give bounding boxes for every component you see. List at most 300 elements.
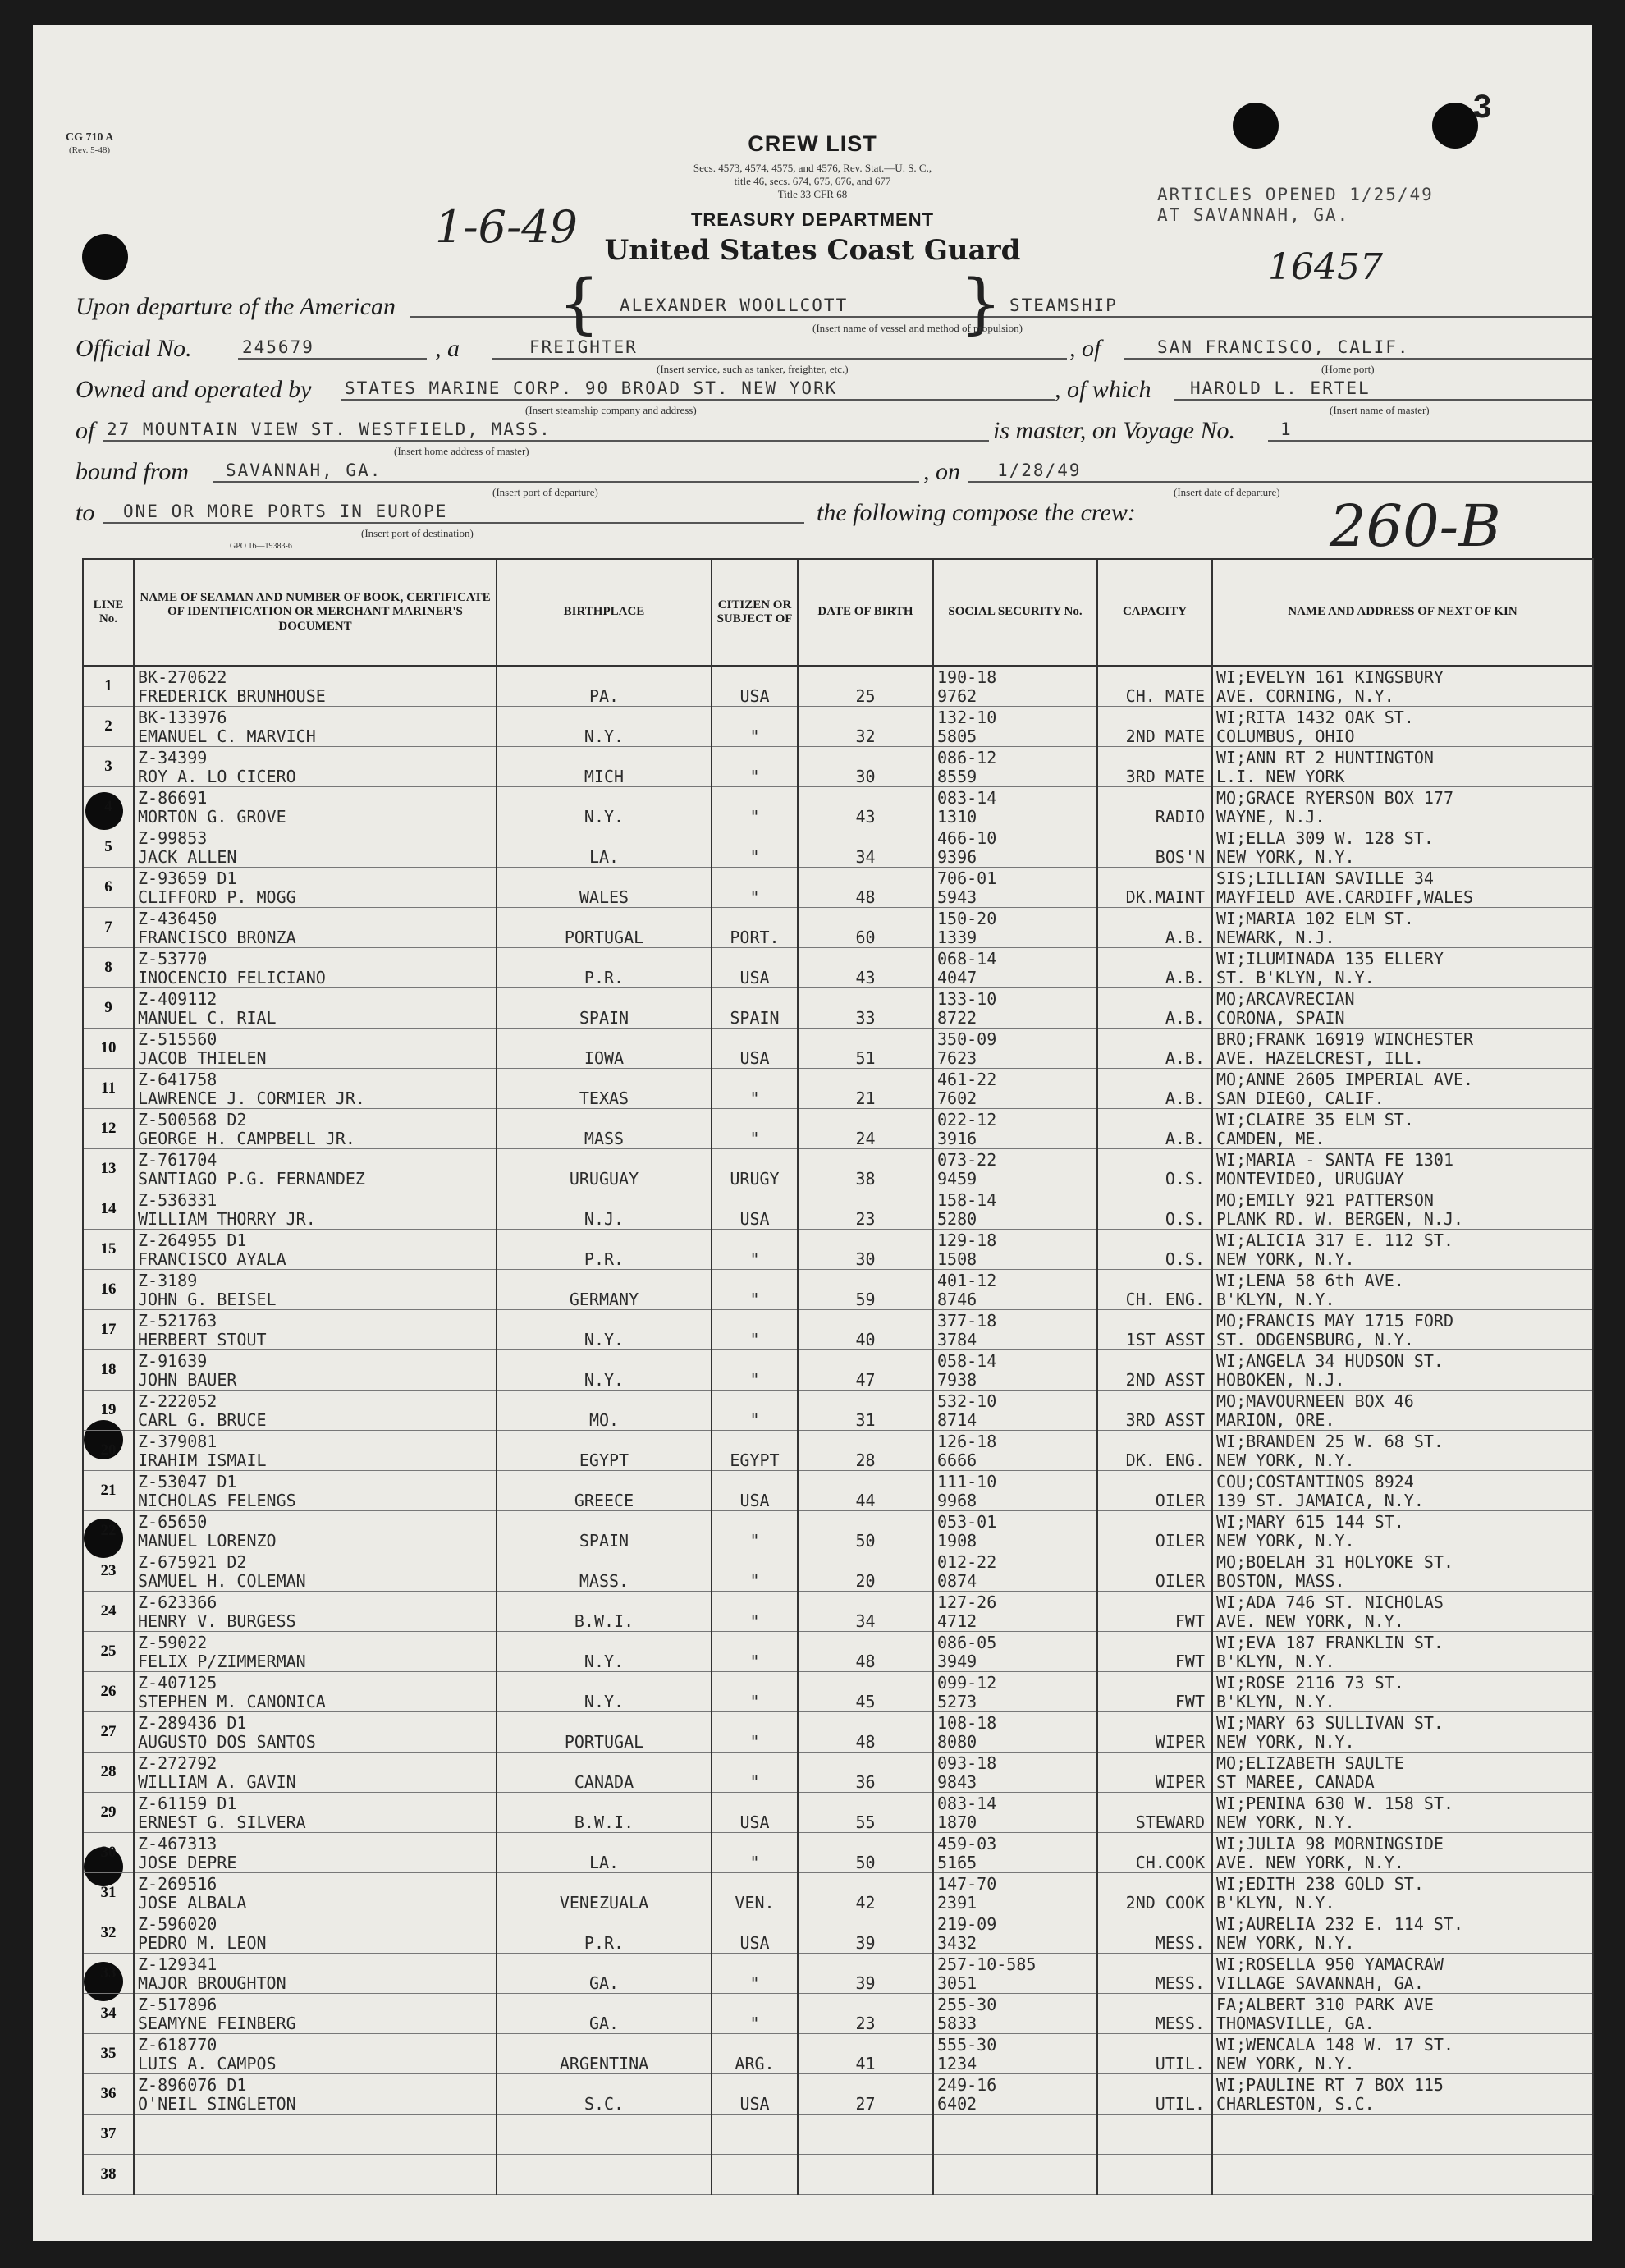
line-number: 11 <box>83 1069 134 1109</box>
ssn-part1: 099-12 <box>937 1673 997 1693</box>
label-bound-from: bound from <box>76 458 190 485</box>
birthplace: IOWA <box>497 1029 712 1069</box>
ssn-part1: 459-03 <box>937 1834 997 1853</box>
label-official-no: Official No. <box>76 335 192 362</box>
capacity: MESS. <box>1097 1954 1212 1994</box>
ssn-part1: 111-10 <box>937 1472 997 1491</box>
line-number: 3 <box>83 747 134 787</box>
ssn-part2: 1310 <box>937 807 977 827</box>
articles-opened-line: ARTICLES OPENED 1/25/49 <box>1157 185 1434 204</box>
document-number: Z-379081 <box>138 1432 217 1451</box>
kin-line2: B'KLYN, N.Y. <box>1216 1893 1335 1913</box>
ssn-cell <box>933 1029 1097 1069</box>
citizenship: " <box>712 1632 798 1672</box>
table-row <box>83 1672 1593 1712</box>
kin-line1: WI;RITA 1432 OAK ST. <box>1216 708 1414 727</box>
citizenship: " <box>712 747 798 787</box>
ssn-part2: 9459 <box>937 1169 977 1189</box>
department-title: TREASURY DEPARTMENT <box>690 209 935 230</box>
table-row <box>83 1471 1593 1511</box>
master-name-value: HAROLD L. ERTEL <box>1190 378 1371 398</box>
seaman-name: CLIFFORD P. MOGG <box>138 887 296 907</box>
seaman-name: FELIX P/ZIMMERMAN <box>138 1652 306 1671</box>
line-number: 33 <box>83 1954 134 1994</box>
age: 50 <box>798 1511 933 1551</box>
capacity: DK.MAINT <box>1097 868 1212 908</box>
citizenship: " <box>712 868 798 908</box>
next-of-kin-cell <box>1212 1149 1593 1189</box>
ssn-part2: 1908 <box>937 1531 977 1551</box>
label-is-master: is master, on Voyage No. <box>993 417 1235 444</box>
ssn-part1: 219-09 <box>937 1914 997 1934</box>
ssn-cell <box>933 868 1097 908</box>
document-number: Z-641758 <box>138 1070 217 1089</box>
seaman-name: EMANUEL C. MARVICH <box>138 726 316 746</box>
kin-line2: WAYNE, N.J. <box>1216 807 1325 827</box>
table-row <box>83 1391 1593 1431</box>
ssn-cell <box>933 2034 1097 2074</box>
crew-table-body <box>83 666 1593 2195</box>
ssn-cell <box>933 1994 1097 2034</box>
birthplace: B.W.I. <box>497 1592 712 1632</box>
table-row <box>83 707 1593 747</box>
kin-line2: AVE. NEW YORK, N.Y. <box>1216 1853 1404 1872</box>
ssn-cell <box>933 988 1097 1029</box>
birthplace: N.Y. <box>497 1310 712 1350</box>
age: 47 <box>798 1350 933 1391</box>
line-number: 1 <box>83 666 134 707</box>
ssn-part1: 158-14 <box>937 1190 997 1210</box>
citizenship: " <box>712 1753 798 1793</box>
capacity <box>1097 2155 1212 2195</box>
birthplace: P.R. <box>497 1230 712 1270</box>
seaman-cell <box>134 1592 497 1632</box>
kin-line1: WI;BRANDEN 25 W. 68 ST. <box>1216 1432 1444 1451</box>
ssn-part1: 129-18 <box>937 1230 997 1250</box>
line-number: 17 <box>83 1310 134 1350</box>
destination-value: ONE OR MORE PORTS IN EUROPE <box>123 502 448 521</box>
citizenship: VEN. <box>712 1873 798 1913</box>
hint-departure-date: (Insert date of departure) <box>1174 486 1280 498</box>
ssn-cell <box>933 1632 1097 1672</box>
citizenship: " <box>712 1350 798 1391</box>
ssn-part1: 022-12 <box>937 1110 997 1129</box>
capacity: 3RD MATE <box>1097 747 1212 787</box>
departure-port-line <box>213 481 919 483</box>
capacity: UTIL. <box>1097 2034 1212 2074</box>
age: 24 <box>798 1109 933 1149</box>
citizenship: USA <box>712 1471 798 1511</box>
ssn-part1: 086-05 <box>937 1633 997 1652</box>
seaman-name: GEORGE H. CAMPBELL JR. <box>138 1129 355 1148</box>
seaman-cell <box>134 2155 497 2195</box>
hint-departure-port: (Insert port of departure) <box>492 486 598 498</box>
line-number: 9 <box>83 988 134 1029</box>
age: 23 <box>798 1994 933 2034</box>
master-line <box>1174 399 1592 401</box>
seaman-name: ROY A. LO CICERO <box>138 767 296 786</box>
next-of-kin-cell <box>1212 868 1593 908</box>
ssn-cell <box>933 1833 1097 1873</box>
age: 45 <box>798 1672 933 1712</box>
ssn-part2: 7938 <box>937 1370 977 1390</box>
capacity: O.S. <box>1097 1149 1212 1189</box>
birthplace: N.Y. <box>497 1350 712 1391</box>
kin-line1: WI;EVELYN 161 KINGSBURY <box>1216 667 1444 687</box>
ssn-cell <box>933 1954 1097 1994</box>
seaman-name: JOHN G. BEISEL <box>138 1290 277 1309</box>
ssn-cell <box>933 948 1097 988</box>
seaman-cell <box>134 908 497 948</box>
kin-line2: NEW YORK, N.Y. <box>1216 2054 1355 2073</box>
ssn-part2: 1508 <box>937 1249 977 1269</box>
document-number: Z-623366 <box>138 1592 217 1612</box>
next-of-kin-cell <box>1212 1954 1593 1994</box>
destination-line <box>103 522 804 524</box>
hint-service: (Insert service, such as tanker, freighter, etc.) <box>657 363 849 375</box>
next-of-kin-cell <box>1212 1672 1593 1712</box>
seaman-cell <box>134 1270 497 1310</box>
label-on: , on <box>923 458 960 485</box>
kin-line1: WI;ELLA 309 W. 128 ST. <box>1216 828 1434 848</box>
ssn-cell <box>933 707 1097 747</box>
line-number: 5 <box>83 827 134 868</box>
ssn-part2: 7623 <box>937 1048 977 1068</box>
kin-line2: 139 ST. JAMAICA, N.Y. <box>1216 1491 1424 1510</box>
age: 50 <box>798 1833 933 1873</box>
age: 38 <box>798 1149 933 1189</box>
ssn-part1: 257-10-585 <box>937 1954 1037 1974</box>
ssn-cell <box>933 1109 1097 1149</box>
birthplace: S.C. <box>497 2074 712 2115</box>
kin-line2: NEW YORK, N.Y. <box>1216 1812 1355 1832</box>
capacity: RADIO <box>1097 787 1212 827</box>
age: 30 <box>798 1230 933 1270</box>
line-number: 14 <box>83 1189 134 1230</box>
kin-line1: WI;PENINA 630 W. 158 ST. <box>1216 1794 1453 1813</box>
kin-line1: WI;MARY 615 144 ST. <box>1216 1512 1404 1532</box>
line-number: 22 <box>83 1511 134 1551</box>
age: 21 <box>798 1069 933 1109</box>
seaman-cell <box>134 1632 497 1672</box>
seaman-name: MANUEL LORENZO <box>138 1531 277 1551</box>
form-revision: (Rev. 5-48) <box>69 145 110 155</box>
seaman-cell <box>134 1230 497 1270</box>
label-to: to <box>76 499 95 526</box>
ssn-part1: 255-30 <box>937 1995 997 2014</box>
ssn-part2: 8722 <box>937 1008 977 1028</box>
birthplace: ARGENTINA <box>497 2034 712 2074</box>
kin-line1: WI;ADA 746 ST. NICHOLAS <box>1216 1592 1444 1612</box>
capacity: 2ND ASST <box>1097 1350 1212 1391</box>
seaman-name: SANTIAGO P.G. FERNANDEZ <box>138 1169 365 1189</box>
citizenship <box>712 2155 798 2195</box>
kin-line1: WI;LENA 58 6th AVE. <box>1216 1271 1404 1290</box>
ssn-cell <box>933 1672 1097 1712</box>
ssn-part1: 108-18 <box>937 1713 997 1733</box>
birthplace: GREECE <box>497 1471 712 1511</box>
header-capacity: CAPACITY <box>1097 559 1212 666</box>
age: 39 <box>798 1913 933 1954</box>
citizenship: URUGY <box>712 1149 798 1189</box>
birthplace: P.R. <box>497 1913 712 1954</box>
form-title: CREW LIST <box>748 131 877 156</box>
kin-line2: COLUMBUS, OHIO <box>1216 726 1355 746</box>
seaman-cell <box>134 707 497 747</box>
ssn-part1: 058-14 <box>937 1351 997 1371</box>
kin-line1: WI;PAULINE RT 7 BOX 115 <box>1216 2075 1444 2095</box>
table-row <box>83 1350 1593 1391</box>
seaman-cell <box>134 827 497 868</box>
handwritten-file-number: 260-B <box>1330 493 1501 560</box>
label-upon-departure: Upon departure of the American <box>76 293 396 320</box>
next-of-kin-cell <box>1212 1753 1593 1793</box>
citizenship: EGYPT <box>712 1431 798 1471</box>
capacity: MESS. <box>1097 1994 1212 2034</box>
voyage-value: 1 <box>1280 419 1293 439</box>
age <box>798 2155 933 2195</box>
line-number: 2 <box>83 707 134 747</box>
ssn-cell <box>933 1391 1097 1431</box>
kin-line1: WI;MARY 63 SULLIVAN ST. <box>1216 1713 1444 1733</box>
table-row <box>83 1310 1593 1350</box>
seaman-cell <box>134 1753 497 1793</box>
master-address-value: 27 MOUNTAIN VIEW ST. WESTFIELD, MASS. <box>107 419 552 439</box>
seaman-name: JOSE ALBALA <box>138 1893 247 1913</box>
birthplace: VENEZUALA <box>497 1873 712 1913</box>
capacity <box>1097 2115 1212 2155</box>
seaman-cell <box>134 1109 497 1149</box>
citizenship: " <box>712 1833 798 1873</box>
next-of-kin-cell <box>1212 1069 1593 1109</box>
table-row <box>83 868 1593 908</box>
seaman-cell <box>134 1431 497 1471</box>
ssn-part2: 3784 <box>937 1330 977 1349</box>
ssn-part2: 9968 <box>937 1491 977 1510</box>
next-of-kin-cell <box>1212 1592 1593 1632</box>
capacity: WIPER <box>1097 1712 1212 1753</box>
capacity: OILER <box>1097 1471 1212 1511</box>
capacity: CH.COOK <box>1097 1833 1212 1873</box>
kin-line2: MARION, ORE. <box>1216 1410 1335 1430</box>
ssn-part2: 8714 <box>937 1410 977 1430</box>
citizenship: USA <box>712 666 798 707</box>
capacity: MESS. <box>1097 1913 1212 1954</box>
seaman-name: JOSE DEPRE <box>138 1853 237 1872</box>
birthplace: N.Y. <box>497 707 712 747</box>
citizenship: " <box>712 1712 798 1753</box>
seaman-name: AUGUSTO DOS SANTOS <box>138 1732 316 1752</box>
age: 40 <box>798 1310 933 1350</box>
next-of-kin-cell <box>1212 1270 1593 1310</box>
document-number: Z-761704 <box>138 1150 217 1170</box>
next-of-kin-cell <box>1212 1632 1593 1672</box>
seaman-name: LUIS A. CAMPOS <box>138 2054 277 2073</box>
official-no-value: 245679 <box>242 337 314 357</box>
ssn-part2: 0874 <box>937 1571 977 1591</box>
ssn-part2: 7602 <box>937 1088 977 1108</box>
seaman-cell <box>134 1149 497 1189</box>
capacity: O.S. <box>1097 1189 1212 1230</box>
line-number: 20 <box>83 1431 134 1471</box>
age: 28 <box>798 1431 933 1471</box>
age: 34 <box>798 1592 933 1632</box>
ssn-part1: 133-10 <box>937 989 997 1009</box>
age: 51 <box>798 1029 933 1069</box>
citizenship: USA <box>712 1793 798 1833</box>
table-row <box>83 1793 1593 1833</box>
seaman-cell <box>134 1913 497 1954</box>
document-number: Z-517896 <box>138 1995 217 2014</box>
agency-title: United States Coast Guard <box>604 234 1021 267</box>
age: 43 <box>798 787 933 827</box>
capacity: A.B. <box>1097 948 1212 988</box>
age: 31 <box>798 1391 933 1431</box>
ssn-part2: 4712 <box>937 1611 977 1631</box>
document-number: Z-59022 <box>138 1633 208 1652</box>
age: 39 <box>798 1954 933 1994</box>
line-number: 27 <box>83 1712 134 1753</box>
ssn-cell <box>933 827 1097 868</box>
kin-line1: WI;ANN RT 2 HUNTINGTON <box>1216 748 1434 767</box>
table-row <box>83 1913 1593 1954</box>
label-following: the following compose the crew: <box>817 499 1136 526</box>
seaman-cell <box>134 1712 497 1753</box>
kin-line2: L.I. NEW YORK <box>1216 767 1345 786</box>
line-number: 6 <box>83 868 134 908</box>
seaman-cell <box>134 1189 497 1230</box>
table-row <box>83 787 1593 827</box>
citizenship: USA <box>712 1029 798 1069</box>
seaman-name: NICHOLAS FELENGS <box>138 1491 296 1510</box>
table-row <box>83 1230 1593 1270</box>
company-line <box>341 399 1055 401</box>
document-number: Z-596020 <box>138 1914 217 1934</box>
birthplace: MASS. <box>497 1551 712 1592</box>
capacity: 1ST ASST <box>1097 1310 1212 1350</box>
line-number: 37 <box>83 2115 134 2155</box>
ssn-part2: 5280 <box>937 1209 977 1229</box>
capacity: A.B. <box>1097 1029 1212 1069</box>
next-of-kin-cell <box>1212 787 1593 827</box>
document-number: Z-93659 D1 <box>138 868 237 888</box>
seaman-name: JACOB THIELEN <box>138 1048 267 1068</box>
capacity: BOS'N <box>1097 827 1212 868</box>
seaman-cell <box>134 1511 497 1551</box>
line-number: 13 <box>83 1149 134 1189</box>
citizenship: " <box>712 827 798 868</box>
capacity: A.B. <box>1097 988 1212 1029</box>
seaman-name: HENRY V. BURGESS <box>138 1611 296 1631</box>
line-number: 34 <box>83 1994 134 2034</box>
ssn-cell <box>933 1592 1097 1632</box>
birthplace: URUGUAY <box>497 1149 712 1189</box>
seaman-cell <box>134 1350 497 1391</box>
departure-port-value: SAVANNAH, GA. <box>226 460 382 480</box>
table-row <box>83 1109 1593 1149</box>
citizenship: " <box>712 1672 798 1712</box>
next-of-kin-cell <box>1212 988 1593 1029</box>
kin-line1: MO;BOELAH 31 HOLYOKE ST. <box>1216 1552 1453 1572</box>
birthplace: GA. <box>497 1994 712 2034</box>
ssn-cell <box>933 1149 1097 1189</box>
label-of: , of <box>1069 335 1101 362</box>
citizenship: " <box>712 1109 798 1149</box>
ssn-part1: 083-14 <box>937 788 997 808</box>
citizenship: " <box>712 1511 798 1551</box>
capacity: 2ND MATE <box>1097 707 1212 747</box>
ssn-cell <box>933 1793 1097 1833</box>
document-number: Z-467313 <box>138 1834 217 1853</box>
service-value: FREIGHTER <box>529 337 638 357</box>
citizenship: " <box>712 1230 798 1270</box>
document-number: Z-222052 <box>138 1391 217 1411</box>
kin-line2: ST. B'KLYN, N.Y. <box>1216 968 1375 987</box>
hint-master-name: (Insert name of master) <box>1330 404 1430 416</box>
kin-line1: WI;MARIA - SANTA FE 1301 <box>1216 1150 1453 1170</box>
line-number: 4 <box>83 787 134 827</box>
line-number: 35 <box>83 2034 134 2074</box>
table-row <box>83 1994 1593 2034</box>
document-number: Z-409112 <box>138 989 217 1009</box>
age: 27 <box>798 2074 933 2115</box>
kin-line1: MO;FRANCIS MAY 1715 FORD <box>1216 1311 1453 1331</box>
capacity: FWT <box>1097 1672 1212 1712</box>
kin-line1: WI;ALICIA 317 E. 112 ST. <box>1216 1230 1453 1250</box>
line-number: 26 <box>83 1672 134 1712</box>
kin-line2: B'KLYN, N.Y. <box>1216 1290 1335 1309</box>
ssn-part1: 555-30 <box>937 2035 997 2055</box>
birthplace: CANADA <box>497 1753 712 1793</box>
hint-home-port: (Home port) <box>1321 363 1375 375</box>
age: 55 <box>798 1793 933 1833</box>
seaman-name: INOCENCIO FELICIANO <box>138 968 326 987</box>
next-of-kin-cell <box>1212 1873 1593 1913</box>
citizenship: " <box>712 1270 798 1310</box>
kin-line1: MO;MAVOURNEEN BOX 46 <box>1216 1391 1414 1411</box>
ssn-part2: 6666 <box>937 1450 977 1470</box>
line-number: 7 <box>83 908 134 948</box>
next-of-kin-cell <box>1212 1551 1593 1592</box>
age: 60 <box>798 908 933 948</box>
seaman-name: JOHN BAUER <box>138 1370 237 1390</box>
next-of-kin-cell <box>1212 747 1593 787</box>
ssn-part2: 8559 <box>937 767 977 786</box>
table-row <box>83 827 1593 868</box>
age: 43 <box>798 948 933 988</box>
kin-line2: NEW YORK, N.Y. <box>1216 1249 1355 1269</box>
ssn-part2: 9396 <box>937 847 977 867</box>
next-of-kin-cell <box>1212 1109 1593 1149</box>
kin-line2: VILLAGE SAVANNAH, GA. <box>1216 1973 1424 1993</box>
capacity: 2ND COOK <box>1097 1873 1212 1913</box>
next-of-kin-cell <box>1212 1793 1593 1833</box>
next-of-kin-cell <box>1212 1350 1593 1391</box>
document-number: Z-436450 <box>138 909 217 928</box>
seaman-name: MORTON G. GROVE <box>138 807 286 827</box>
line-number: 12 <box>83 1109 134 1149</box>
birthplace: N.J. <box>497 1189 712 1230</box>
seaman-name: ERNEST G. SILVERA <box>138 1812 306 1832</box>
seaman-cell <box>134 1391 497 1431</box>
ssn-cell <box>933 1310 1097 1350</box>
kin-line1: WI;ROSELLA 950 YAMACRAW <box>1216 1954 1444 1974</box>
line-number: 29 <box>83 1793 134 1833</box>
kin-line1: MO;ANNE 2605 IMPERIAL AVE. <box>1216 1070 1474 1089</box>
capacity: A.B. <box>1097 1069 1212 1109</box>
ssn-cell <box>933 747 1097 787</box>
ssn-part1: 147-70 <box>937 1874 997 1894</box>
